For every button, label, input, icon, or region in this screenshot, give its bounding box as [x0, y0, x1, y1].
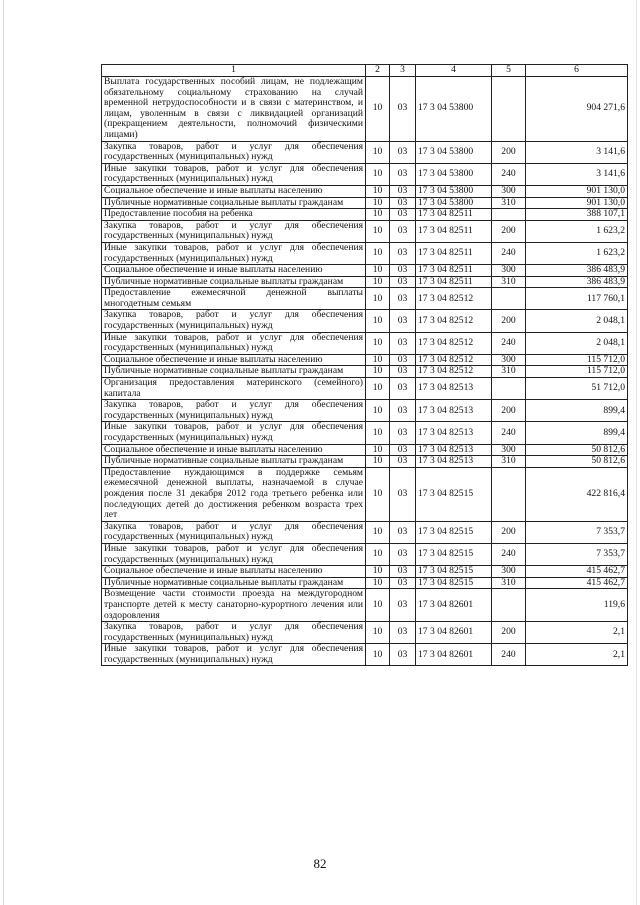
- cell-name: Иные закупки товаров, работ и услуг для обеспечения государственных (муниципальных) нужд: [102, 163, 366, 185]
- cell-amount: 3 141,6: [526, 141, 628, 163]
- table-row: [102, 163, 628, 185]
- cell-subsection: 03: [390, 467, 416, 521]
- table-row: [102, 197, 628, 209]
- cell-subsection: 03: [390, 422, 416, 444]
- cell-expense-type: 240: [492, 332, 526, 354]
- cell-amount: 50 812,6: [526, 456, 628, 468]
- cell-amount: 422 816,4: [526, 467, 628, 521]
- cell-target-code: 17 3 04 82515: [416, 543, 492, 565]
- cell-subsection: 03: [390, 265, 416, 277]
- table-row: [102, 589, 628, 622]
- cell-subsection: 03: [390, 242, 416, 264]
- cell-target-code: 17 3 04 82512: [416, 288, 492, 310]
- budget-table: [101, 64, 628, 666]
- page-edge-left: [3, 0, 4, 905]
- cell-section: 10: [366, 197, 390, 209]
- cell-section: 10: [366, 589, 390, 622]
- table-row: [102, 467, 628, 521]
- table-row: [102, 310, 628, 332]
- cell-expense-type: [492, 209, 526, 221]
- column-header: 1: [102, 65, 366, 77]
- cell-expense-type: 200: [492, 521, 526, 543]
- cell-name: Закупка товаров, работ и услуг для обеспечения государственных (муниципальных) нужд: [102, 400, 366, 422]
- cell-amount: 3 141,6: [526, 163, 628, 185]
- cell-target-code: 17 3 04 82601: [416, 644, 492, 666]
- cell-expense-type: 240: [492, 644, 526, 666]
- cell-amount: 2,1: [526, 644, 628, 666]
- cell-section: 10: [366, 622, 390, 644]
- cell-section: 10: [366, 242, 390, 264]
- cell-section: 10: [366, 265, 390, 277]
- table-row: [102, 378, 628, 400]
- cell-name: Закупка товаров, работ и услуг для обеспечения государственных (муниципальных) нужд: [102, 141, 366, 163]
- cell-subsection: 03: [390, 141, 416, 163]
- cell-name: Публичные нормативные социальные выплаты гражданам: [102, 577, 366, 589]
- cell-amount: 115 712,0: [526, 354, 628, 366]
- table-row: [102, 185, 628, 197]
- cell-subsection: 03: [390, 456, 416, 468]
- cell-expense-type: 300: [492, 265, 526, 277]
- cell-subsection: 03: [390, 543, 416, 565]
- cell-amount: 2 048,1: [526, 332, 628, 354]
- cell-target-code: 17 3 04 82601: [416, 622, 492, 644]
- cell-target-code: 17 3 04 53800: [416, 163, 492, 185]
- cell-section: 10: [366, 400, 390, 422]
- cell-section: 10: [366, 354, 390, 366]
- cell-section: 10: [366, 566, 390, 578]
- cell-name: Предоставление нуждающимся в поддержке семьям ежемесячной денежной выплаты, назначаемой в случае рождения после 31 декабря 2012 года третьего ребенка или последующих детей до достижения ребенком возраста трех лет: [102, 467, 366, 521]
- cell-name: Выплата государственных пособий лицам, не подлежащим обязательному социальному страхованию на случай временной нетрудоспособности и в связи с материнством, и лицам, уволенным в связи с ликвидацией организаций (прекращением деятельности, полномочий физическими лицами): [102, 77, 366, 142]
- cell-amount: 388 107,1: [526, 209, 628, 221]
- cell-section: 10: [366, 543, 390, 565]
- cell-target-code: 17 3 04 53800: [416, 197, 492, 209]
- cell-section: 10: [366, 332, 390, 354]
- cell-subsection: 03: [390, 644, 416, 666]
- cell-name: Публичные нормативные социальные выплаты гражданам: [102, 366, 366, 378]
- cell-name: Предоставление ежемесячной денежной выплаты многодетным семьям: [102, 288, 366, 310]
- cell-section: 10: [366, 422, 390, 444]
- cell-name: Социальное обеспечение и иные выплаты населению: [102, 265, 366, 277]
- cell-expense-type: 200: [492, 310, 526, 332]
- cell-expense-type: 200: [492, 220, 526, 242]
- page-number: 82: [313, 856, 327, 871]
- table-row: [102, 422, 628, 444]
- cell-target-code: 17 3 04 82515: [416, 566, 492, 578]
- cell-subsection: 03: [390, 521, 416, 543]
- column-header: 2: [366, 65, 390, 77]
- cell-expense-type: 240: [492, 422, 526, 444]
- cell-section: 10: [366, 288, 390, 310]
- cell-amount: 415 462,7: [526, 566, 628, 578]
- cell-subsection: 03: [390, 354, 416, 366]
- cell-expense-type: 310: [492, 366, 526, 378]
- cell-section: 10: [366, 444, 390, 456]
- cell-expense-type: 200: [492, 622, 526, 644]
- cell-target-code: 17 3 04 53800: [416, 141, 492, 163]
- table-row: [102, 332, 628, 354]
- cell-subsection: 03: [390, 332, 416, 354]
- cell-section: 10: [366, 163, 390, 185]
- cell-target-code: 17 3 04 82513: [416, 400, 492, 422]
- cell-name: Закупка товаров, работ и услуг для обеспечения государственных (муниципальных) нужд: [102, 521, 366, 543]
- cell-name: Социальное обеспечение и иные выплаты населению: [102, 566, 366, 578]
- table-row: [102, 288, 628, 310]
- cell-expense-type: [492, 589, 526, 622]
- table-row: [102, 354, 628, 366]
- cell-name: Социальное обеспечение и иные выплаты населению: [102, 185, 366, 197]
- cell-target-code: 17 3 04 82511: [416, 276, 492, 288]
- cell-section: 10: [366, 378, 390, 400]
- cell-target-code: 17 3 04 82515: [416, 467, 492, 521]
- cell-section: 10: [366, 366, 390, 378]
- cell-amount: 119,6: [526, 589, 628, 622]
- cell-subsection: 03: [390, 209, 416, 221]
- cell-target-code: 17 3 04 82511: [416, 209, 492, 221]
- cell-subsection: 03: [390, 444, 416, 456]
- cell-target-code: 17 3 04 82512: [416, 366, 492, 378]
- cell-target-code: 17 3 04 53800: [416, 77, 492, 142]
- cell-name: Иные закупки товаров, работ и услуг для обеспечения государственных (муниципальных) нужд: [102, 242, 366, 264]
- cell-section: 10: [366, 644, 390, 666]
- table-row: [102, 141, 628, 163]
- table-row: [102, 265, 628, 277]
- cell-expense-type: 300: [492, 566, 526, 578]
- cell-amount: 1 623,2: [526, 242, 628, 264]
- cell-target-code: 17 3 04 82512: [416, 310, 492, 332]
- cell-target-code: 17 3 04 82515: [416, 577, 492, 589]
- cell-expense-type: 310: [492, 577, 526, 589]
- cell-name: Иные закупки товаров, работ и услуг для обеспечения государственных (муниципальных) нужд: [102, 422, 366, 444]
- cell-target-code: 17 3 04 82515: [416, 521, 492, 543]
- cell-name: Предоставление пособия на ребенка: [102, 209, 366, 221]
- cell-section: 10: [366, 276, 390, 288]
- cell-amount: 117 760,1: [526, 288, 628, 310]
- cell-section: 10: [366, 185, 390, 197]
- cell-expense-type: 300: [492, 354, 526, 366]
- cell-target-code: 17 3 04 82511: [416, 242, 492, 264]
- column-header: 4: [416, 65, 492, 77]
- cell-target-code: 17 3 04 82513: [416, 378, 492, 400]
- cell-name: Социальное обеспечение и иные выплаты населению: [102, 444, 366, 456]
- column-header: 5: [492, 65, 526, 77]
- cell-amount: 115 712,0: [526, 366, 628, 378]
- cell-target-code: 17 3 04 82511: [416, 265, 492, 277]
- cell-name: Иные закупки товаров, работ и услуг для обеспечения государственных (муниципальных) нужд: [102, 543, 366, 565]
- cell-subsection: 03: [390, 589, 416, 622]
- cell-target-code: 17 3 04 82601: [416, 589, 492, 622]
- cell-section: 10: [366, 467, 390, 521]
- cell-name: Организация предоставления материнского (семейного) капитала: [102, 378, 366, 400]
- table-row: [102, 444, 628, 456]
- cell-subsection: 03: [390, 366, 416, 378]
- cell-amount: 899,4: [526, 400, 628, 422]
- cell-amount: 901 130,0: [526, 185, 628, 197]
- table-row: [102, 566, 628, 578]
- table-row: [102, 77, 628, 142]
- cell-expense-type: 310: [492, 197, 526, 209]
- cell-name: Иные закупки товаров, работ и услуг для обеспечения государственных (муниципальных) нужд: [102, 332, 366, 354]
- cell-target-code: 17 3 04 82513: [416, 422, 492, 444]
- cell-expense-type: 300: [492, 444, 526, 456]
- cell-expense-type: [492, 378, 526, 400]
- cell-expense-type: [492, 288, 526, 310]
- cell-expense-type: 240: [492, 163, 526, 185]
- cell-subsection: 03: [390, 163, 416, 185]
- cell-subsection: 03: [390, 288, 416, 310]
- cell-subsection: 03: [390, 77, 416, 142]
- table-row: [102, 521, 628, 543]
- table-row: [102, 242, 628, 264]
- cell-amount: 386 483,9: [526, 265, 628, 277]
- cell-expense-type: [492, 467, 526, 521]
- cell-amount: 7 353,7: [526, 543, 628, 565]
- cell-subsection: 03: [390, 185, 416, 197]
- cell-expense-type: 240: [492, 242, 526, 264]
- cell-target-code: 17 3 04 82512: [416, 332, 492, 354]
- cell-amount: 899,4: [526, 422, 628, 444]
- table-row: [102, 543, 628, 565]
- cell-subsection: 03: [390, 197, 416, 209]
- cell-target-code: 17 3 04 82512: [416, 354, 492, 366]
- cell-amount: 386 483,9: [526, 276, 628, 288]
- cell-name: Публичные нормативные социальные выплаты гражданам: [102, 197, 366, 209]
- cell-target-code: 17 3 04 82513: [416, 444, 492, 456]
- cell-section: 10: [366, 141, 390, 163]
- header-row: [102, 65, 628, 77]
- cell-name: Закупка товаров, работ и услуг для обеспечения государственных (муниципальных) нужд: [102, 310, 366, 332]
- cell-amount: 50 812,6: [526, 444, 628, 456]
- cell-amount: 1 623,2: [526, 220, 628, 242]
- cell-name: Публичные нормативные социальные выплаты гражданам: [102, 276, 366, 288]
- column-header: 3: [390, 65, 416, 77]
- table-body: [102, 77, 628, 666]
- cell-section: 10: [366, 456, 390, 468]
- cell-subsection: 03: [390, 622, 416, 644]
- cell-amount: 901 130,0: [526, 197, 628, 209]
- cell-expense-type: 240: [492, 543, 526, 565]
- cell-expense-type: [492, 77, 526, 142]
- cell-section: 10: [366, 220, 390, 242]
- cell-name: Социальное обеспечение и иные выплаты населению: [102, 354, 366, 366]
- cell-section: 10: [366, 209, 390, 221]
- cell-section: 10: [366, 521, 390, 543]
- cell-section: 10: [366, 310, 390, 332]
- cell-expense-type: 200: [492, 400, 526, 422]
- cell-name: Возмещение части стоимости проезда на междугородном транспорте детей к месту санаторно-курортного лечения или оздоровления: [102, 589, 366, 622]
- cell-expense-type: 300: [492, 185, 526, 197]
- table-row: [102, 220, 628, 242]
- table-row: [102, 276, 628, 288]
- cell-expense-type: 200: [492, 141, 526, 163]
- cell-section: 10: [366, 577, 390, 589]
- table-row: [102, 366, 628, 378]
- cell-section: 10: [366, 77, 390, 142]
- table-row: [102, 209, 628, 221]
- cell-target-code: 17 3 04 53800: [416, 185, 492, 197]
- cell-subsection: 03: [390, 220, 416, 242]
- cell-amount: 2,1: [526, 622, 628, 644]
- cell-amount: 51 712,0: [526, 378, 628, 400]
- table-row: [102, 577, 628, 589]
- cell-amount: 904 271,6: [526, 77, 628, 142]
- cell-name: Закупка товаров, работ и услуг для обеспечения государственных (муниципальных) нужд: [102, 622, 366, 644]
- cell-amount: 2 048,1: [526, 310, 628, 332]
- cell-amount: 7 353,7: [526, 521, 628, 543]
- cell-subsection: 03: [390, 378, 416, 400]
- cell-expense-type: 310: [492, 276, 526, 288]
- table-row: [102, 622, 628, 644]
- cell-subsection: 03: [390, 400, 416, 422]
- cell-subsection: 03: [390, 310, 416, 332]
- table-row: [102, 400, 628, 422]
- cell-amount: 415 462,7: [526, 577, 628, 589]
- cell-name: Закупка товаров, работ и услуг для обеспечения государственных (муниципальных) нужд: [102, 220, 366, 242]
- page-edge-right: [636, 0, 637, 905]
- table-row: [102, 644, 628, 666]
- column-header: 6: [526, 65, 628, 77]
- cell-subsection: 03: [390, 276, 416, 288]
- table-row: [102, 456, 628, 468]
- cell-target-code: 17 3 04 82511: [416, 220, 492, 242]
- cell-target-code: 17 3 04 82513: [416, 456, 492, 468]
- cell-subsection: 03: [390, 566, 416, 578]
- cell-name: Иные закупки товаров, работ и услуг для обеспечения государственных (муниципальных) нужд: [102, 644, 366, 666]
- cell-subsection: 03: [390, 577, 416, 589]
- cell-name: Публичные нормативные социальные выплаты гражданам: [102, 456, 366, 468]
- cell-expense-type: 310: [492, 456, 526, 468]
